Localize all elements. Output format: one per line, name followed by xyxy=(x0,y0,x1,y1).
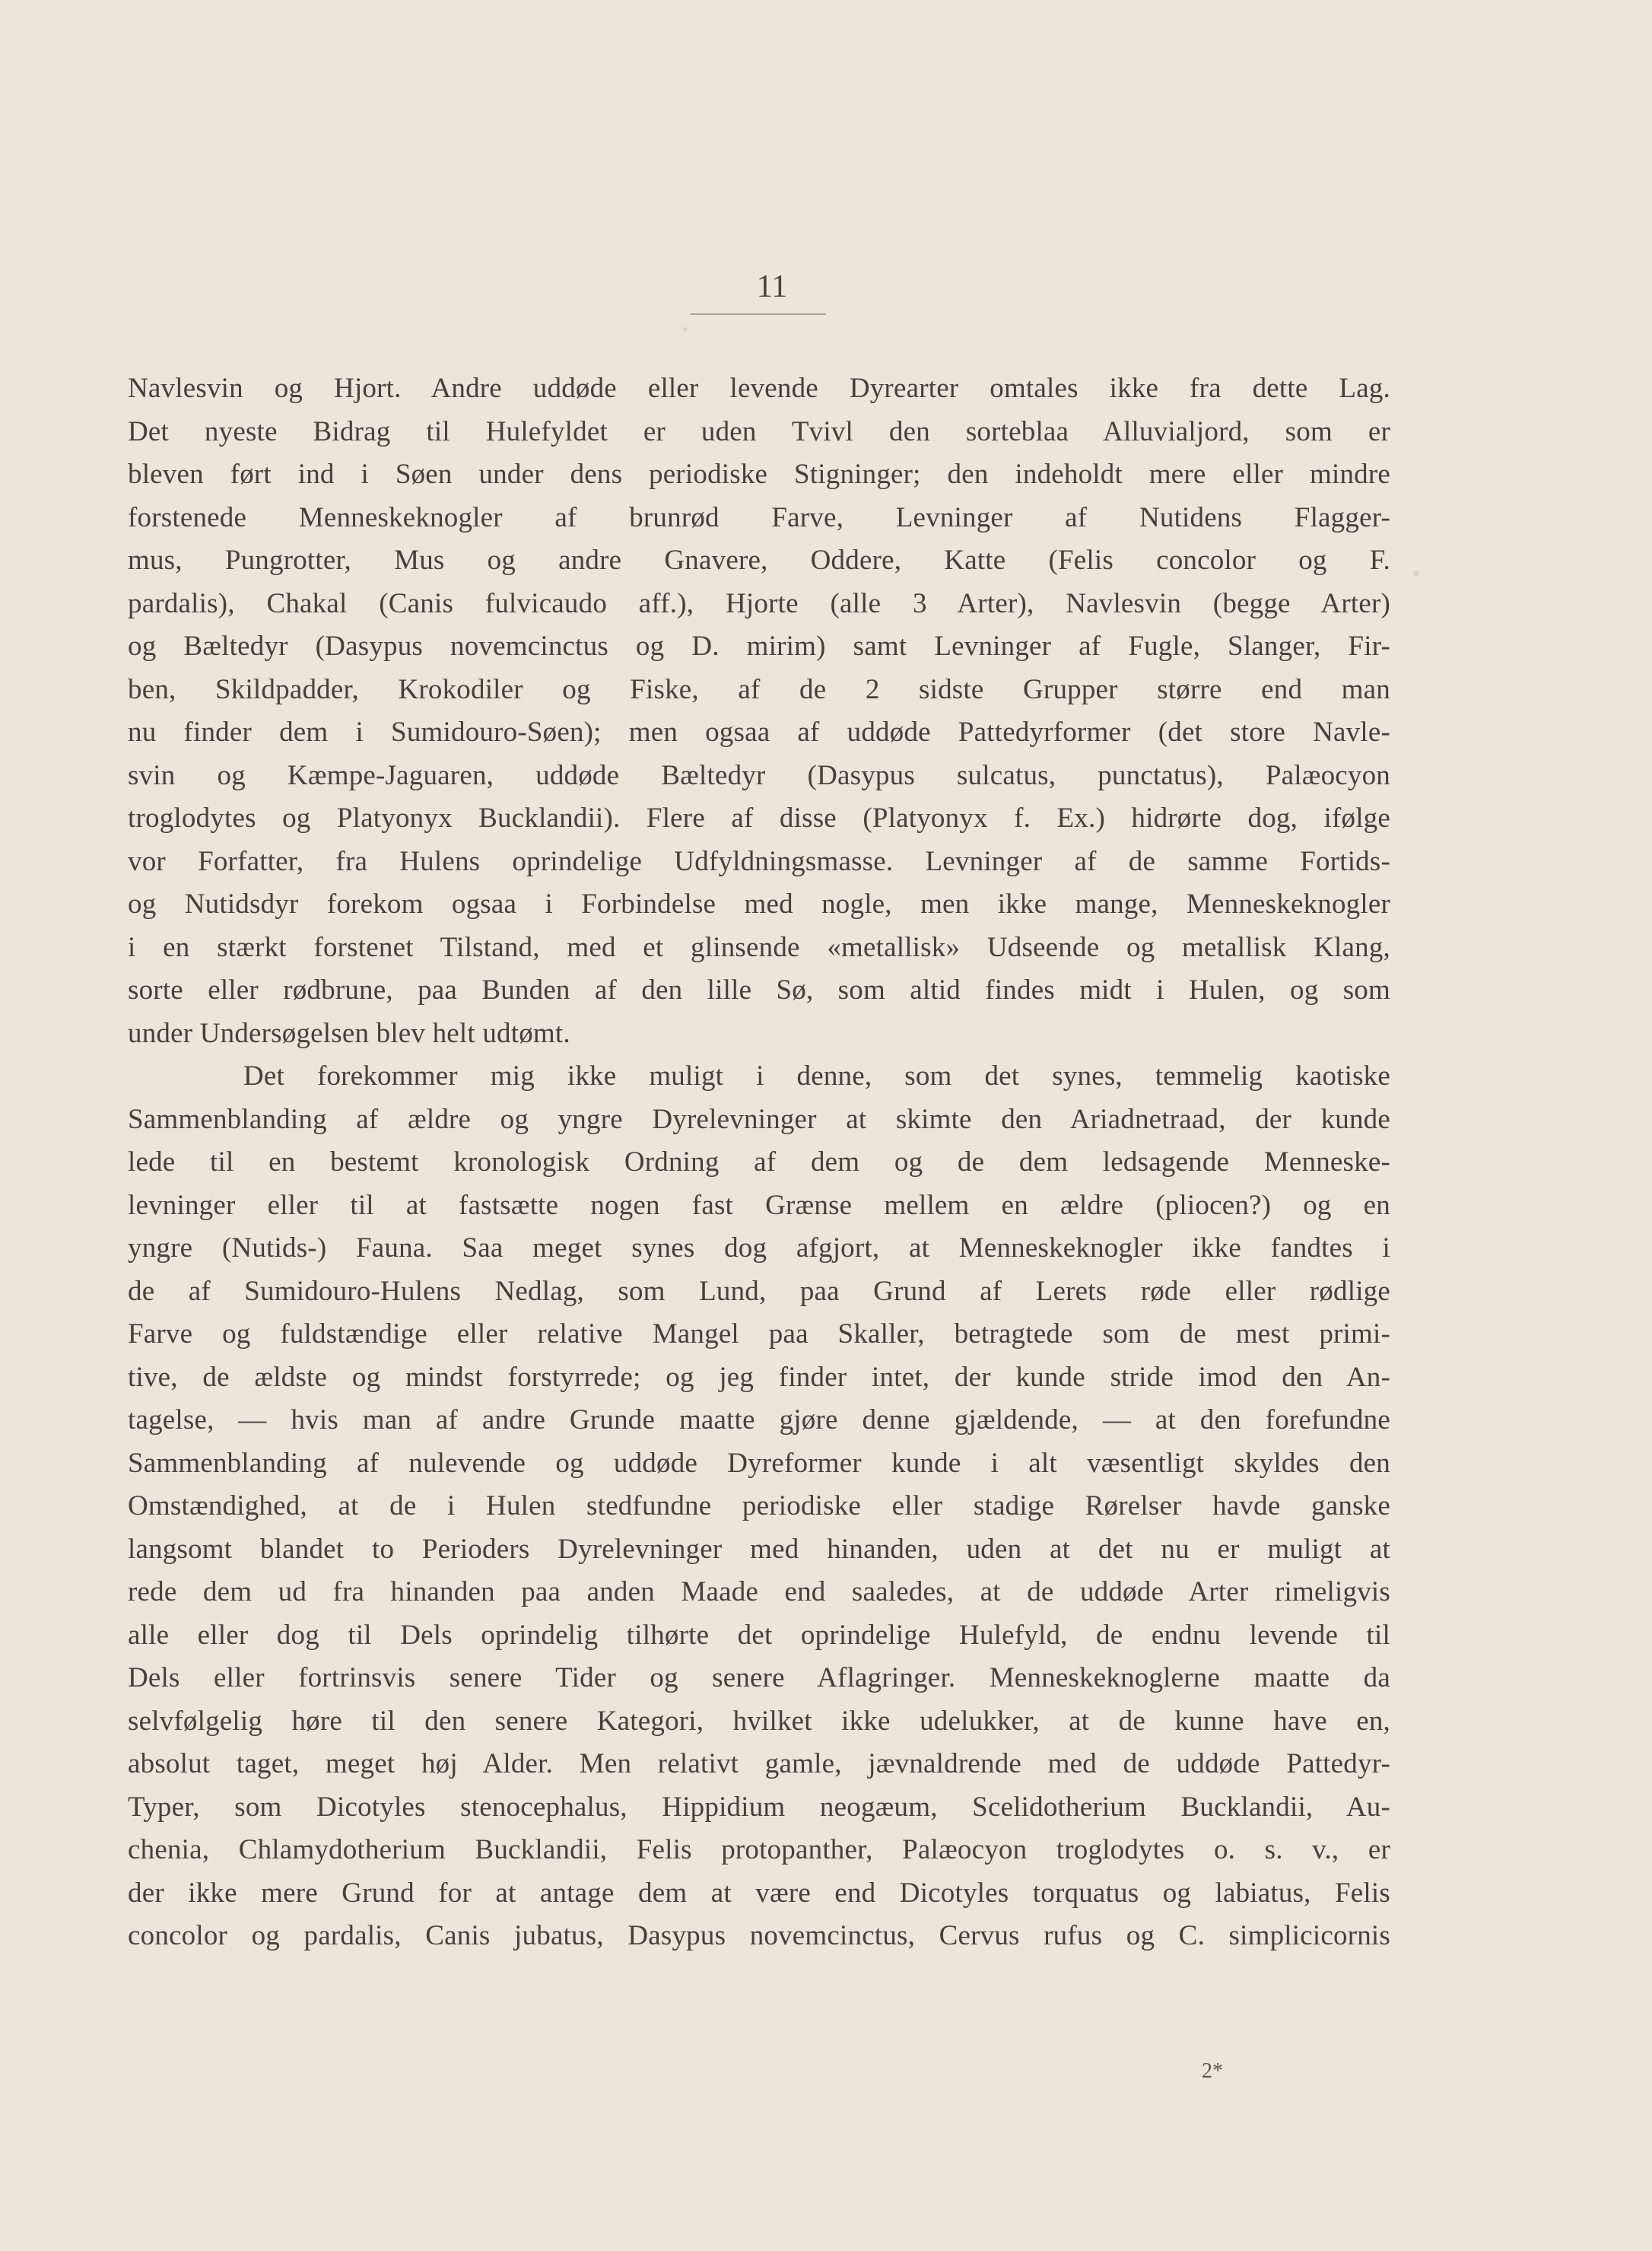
text-line: forstenede Menneskeknogler af brunrød Farve, Levninger af Nutidens Flagger- xyxy=(128,501,1390,533)
text-line: mus, Pungrotter, Mus og andre Gnavere, Oddere, Katte (Felis concolor og F. xyxy=(128,545,1390,576)
text-line: langsomt blandet to Perioders Dyrelevninger med hinanden, uden at det nu er muligt at xyxy=(128,1533,1390,1565)
text-line: Det forekommer mig ikke muligt i denne, som det synes, temmelig kaotiske xyxy=(243,1060,1390,1092)
text-line: alle eller dog til Dels oprindelig tilhørte det oprindelige Hulefyld, de endnu levende til xyxy=(128,1619,1390,1651)
text-line: tive, de ældste og mindst forstyrrede; og jeg finder intet, der kunde stride imod den An- xyxy=(128,1361,1390,1393)
text-line: vor Forfatter, fra Hulens oprindelige Udfyldningsmasse. Levninger af de samme Fortids- xyxy=(128,845,1390,877)
text-line: Navlesvin og Hjort. Andre uddøde eller levende Dyrearter omtales ikke fra dette Lag. xyxy=(128,373,1390,404)
text-line: under Undersøgelsen blev helt udtømt. xyxy=(128,1017,570,1049)
text-line: i en stærkt forstenet Tilstand, med et glinsende «metallisk» Udseende og metallisk Klang, xyxy=(128,931,1390,963)
text-line: bleven ført ind i Søen under dens periodiske Stigninger; den indeholdt mere eller mindre xyxy=(128,459,1390,490)
text-line: rede dem ud fra hinanden paa anden Maade end saaledes, at de uddøde Arter rimeligvis xyxy=(128,1576,1390,1607)
paper-speck xyxy=(1413,571,1419,577)
text-line: chenia, Chlamydotherium Bucklandii, Felis protopanther, Palæocyon troglodytes o. s. v., er xyxy=(128,1834,1390,1865)
page-number: 11 xyxy=(756,269,788,304)
text-line: de af Sumidouro-Hulens Nedlag, som Lund, paa Grund af Lerets røde eller rødlige xyxy=(128,1275,1390,1307)
body-text xyxy=(128,367,1390,1958)
text-line: Sammenblanding af nulevende og uddøde Dyreformer kunde i alt væsentligt skyldes den xyxy=(128,1447,1390,1479)
text-line: selvfølgelig høre til den senere Kategori, hvilket ikke udelukker, at de kunne have en, xyxy=(128,1705,1390,1737)
text-line: levninger eller til at fastsætte nogen fast Grænse mellem en ældre (pliocen?) og en xyxy=(128,1189,1390,1221)
text-line: Det nyeste Bidrag til Hulefyldet er uden Tvivl den sorteblaa Alluvialjord, som er xyxy=(128,415,1390,447)
text-line: lede til en bestemt kronologisk Ordning af dem og de dem ledsagende Menneske- xyxy=(128,1146,1390,1178)
text-line: concolor og pardalis, Canis jubatus, Dasypus novemcinctus, Cervus rufus og C. simplicicornis xyxy=(128,1920,1390,1951)
signature-mark: 2* xyxy=(1202,2059,1223,2083)
text-line: yngre (Nutids-) Fauna. Saa meget synes dog afgjort, at Menneskeknogler ikke fandtes i xyxy=(128,1232,1390,1264)
text-line: Farve og fuldstændige eller relative Mangel paa Skaller, betragtede som de mest primi- xyxy=(128,1318,1390,1350)
text-line: ben, Skildpadder, Krokodiler og Fiske, af de 2 sidste Grupper større end man xyxy=(128,673,1390,705)
text-line: og Bæltedyr (Dasypus novemcinctus og D. mirim) samt Levninger af Fugle, Slanger, Fir- xyxy=(128,631,1390,662)
text-line: der ikke mere Grund for at antage dem at være end Dicotyles torquatus og labiatus, Felis xyxy=(128,1877,1390,1909)
text-line: svin og Kæmpe-Jaguaren, uddøde Bæltedyr (Dasypus sulcatus, punctatus), Palæocyon xyxy=(128,759,1390,791)
text-line: nu finder dem i Sumidouro-Søen); men ogsaa af uddøde Pattedyrformer (det store Navle- xyxy=(128,717,1390,748)
text-line: sorte eller rødbrune, paa Bunden af den lille Sø, som altid findes midt i Hulen, og som xyxy=(128,974,1390,1006)
text-line: pardalis), Chakal (Canis fulvicaudo aff.), Hjorte (alle 3 Arter), Navlesvin (begge Arter) xyxy=(128,587,1390,619)
page-number-rule xyxy=(691,313,826,315)
text-line: og Nutidsdyr forekom ogsaa i Forbindelse med nogle, men ikke mange, Menneskeknogler xyxy=(128,889,1390,920)
paper-speck xyxy=(683,327,688,332)
text-line: Sammenblanding af ældre og yngre Dyrelevninger at skimte den Ariadnetraad, der kunde xyxy=(128,1103,1390,1135)
text-line: Dels eller fortrinsvis senere Tider og senere Aflagringer. Menneskeknoglerne maatte da xyxy=(128,1662,1390,1693)
text-line: absolut taget, meget høj Alder. Men relativt gamle, jævnaldrende med de uddøde Pattedyr- xyxy=(128,1748,1390,1779)
text-line: troglodytes og Platyonyx Bucklandii). Flere af disse (Platyonyx f. Ex.) hidrørte dog, ifølge xyxy=(128,803,1390,834)
text-line: Omstændighed, at de i Hulen stedfundne periodiske eller stadige Rørelser havde ganske xyxy=(128,1490,1390,1521)
text-line: tagelse, — hvis man af andre Grunde maatte gjøre denne gjældende, — at den forefundne xyxy=(128,1404,1390,1435)
text-line: Typer, som Dicotyles stenocephalus, Hippidium neogæum, Scelidotherium Bucklandii, Au- xyxy=(128,1791,1390,1823)
